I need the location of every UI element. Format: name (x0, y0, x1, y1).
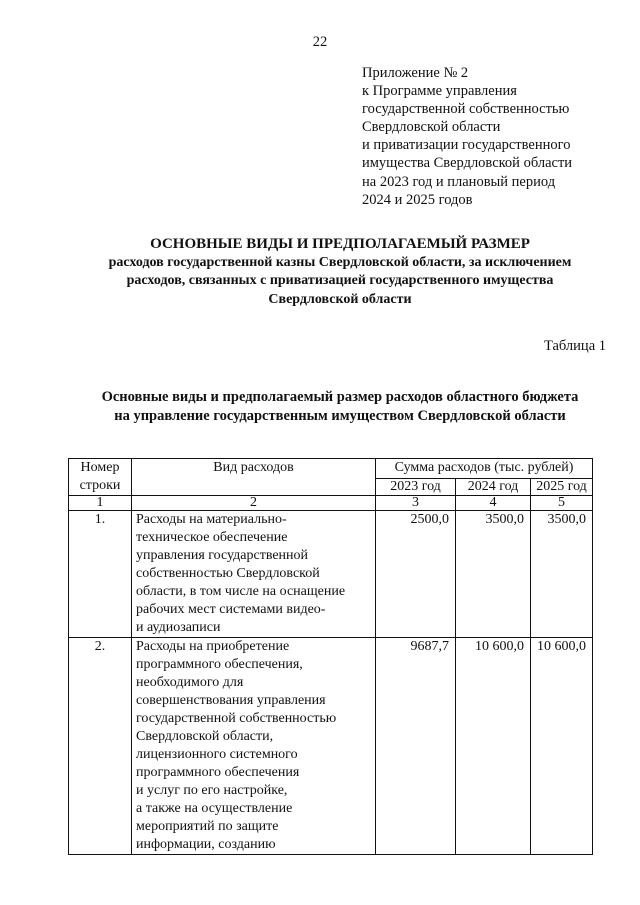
expense-kind-line: государственной собственностью (136, 711, 337, 726)
column-numbers-row (69, 496, 593, 511)
expense-kind-line: мероприятий по защите (136, 819, 279, 834)
header-row-number-line: Номер (80, 460, 120, 475)
table-title-line: Основные виды и предполагаемый размер расходов областного бюджета (101, 389, 579, 405)
expense-kind-line: рабочих мест системами видео- (136, 602, 326, 617)
expense-kind-line: и услуг по его настройке, (136, 783, 288, 798)
appendix-reference (362, 64, 632, 209)
appendix-line: Приложение № 2 (362, 65, 469, 81)
expense-kind-line: Свердловской области, (136, 729, 274, 744)
expense-kind-line: необходимого для (136, 675, 244, 690)
appendix-line: имущества Свердловской области (362, 155, 573, 172)
page-number: 22 (312, 34, 328, 50)
table-title (40, 388, 640, 426)
column-number: 2 (132, 496, 376, 511)
row-number: 1. (69, 511, 132, 638)
header-year-2024: 2024 год (456, 478, 531, 495)
table-label: Таблица 1 (543, 338, 606, 354)
expense-kind-line: совершенствования управления (136, 693, 326, 708)
column-number: 1 (69, 496, 132, 511)
main-title (40, 235, 640, 309)
amount-2025: 3500,0 (531, 511, 593, 638)
row-number: 2. (69, 638, 132, 855)
expense-kind-line: программного обеспечения (136, 765, 300, 780)
expense-kind-line: собственностью Свердловской (136, 566, 320, 581)
header-kind: Вид расходов (132, 459, 376, 496)
expense-kind-line: программного обеспечения, (136, 657, 303, 672)
expense-kind-line: информации, созданию (136, 837, 276, 852)
amount-2024: 10 600,0 (456, 638, 531, 855)
expense-kind-line: управления государственной (136, 548, 309, 563)
expense-kind-line: Расходы на приобретение (136, 639, 290, 654)
table-header-row (69, 459, 593, 479)
header-row-number-line: строки (79, 478, 121, 493)
appendix-line: на 2023 год и плановый период (362, 173, 556, 190)
appendix-line: и приватизации государственного (362, 137, 571, 154)
main-title-line: расходов государственной казны Свердловской области, за исключением (108, 254, 572, 270)
amount-2023: 9687,7 (376, 638, 456, 855)
main-title-line: ОСНОВНЫЕ ВИДЫ И ПРЕДПОЛАГАЕМЫЙ РАЗМЕР (150, 236, 530, 252)
expense-kind-line: Расходы на материально- (136, 512, 287, 527)
expense-kind-line: а также на осуществление (136, 801, 293, 816)
expense-kind-line: области, в том числе на оснащение (136, 584, 346, 599)
amount-2023: 2500,0 (376, 511, 456, 638)
appendix-line: Свердловской области (362, 119, 501, 136)
expenses-table (68, 458, 593, 855)
amount-2024: 3500,0 (456, 511, 531, 638)
table-row (69, 638, 593, 855)
main-title-line: Свердловской области (268, 291, 412, 307)
column-number: 3 (376, 496, 456, 511)
header-year-2025: 2025 год (531, 478, 593, 495)
table-row (69, 511, 593, 638)
expense-kind-line: и аудиозаписи (136, 620, 221, 635)
column-number: 5 (531, 496, 593, 511)
expense-kind (132, 511, 376, 638)
appendix-line: государственной собственностью (362, 101, 570, 118)
header-sum: Сумма расходов (тыс. рублей) (376, 459, 593, 479)
expense-kind-line: лицензионного системного (136, 747, 298, 762)
column-number: 4 (456, 496, 531, 511)
expense-kind (132, 638, 376, 855)
appendix-line: 2024 и 2025 годов (362, 191, 473, 208)
appendix-line: к Программе управления (362, 83, 517, 100)
expense-kind-line: техническое обеспечение (136, 530, 288, 545)
header-row-number (69, 459, 132, 496)
amount-2025: 10 600,0 (531, 638, 593, 855)
main-title-line: расходов, связанных с приватизацией государственного имущества (126, 273, 554, 289)
header-year-2023: 2023 год (376, 478, 456, 495)
table-title-line: на управление государственным имуществом Свердловской области (114, 408, 566, 424)
